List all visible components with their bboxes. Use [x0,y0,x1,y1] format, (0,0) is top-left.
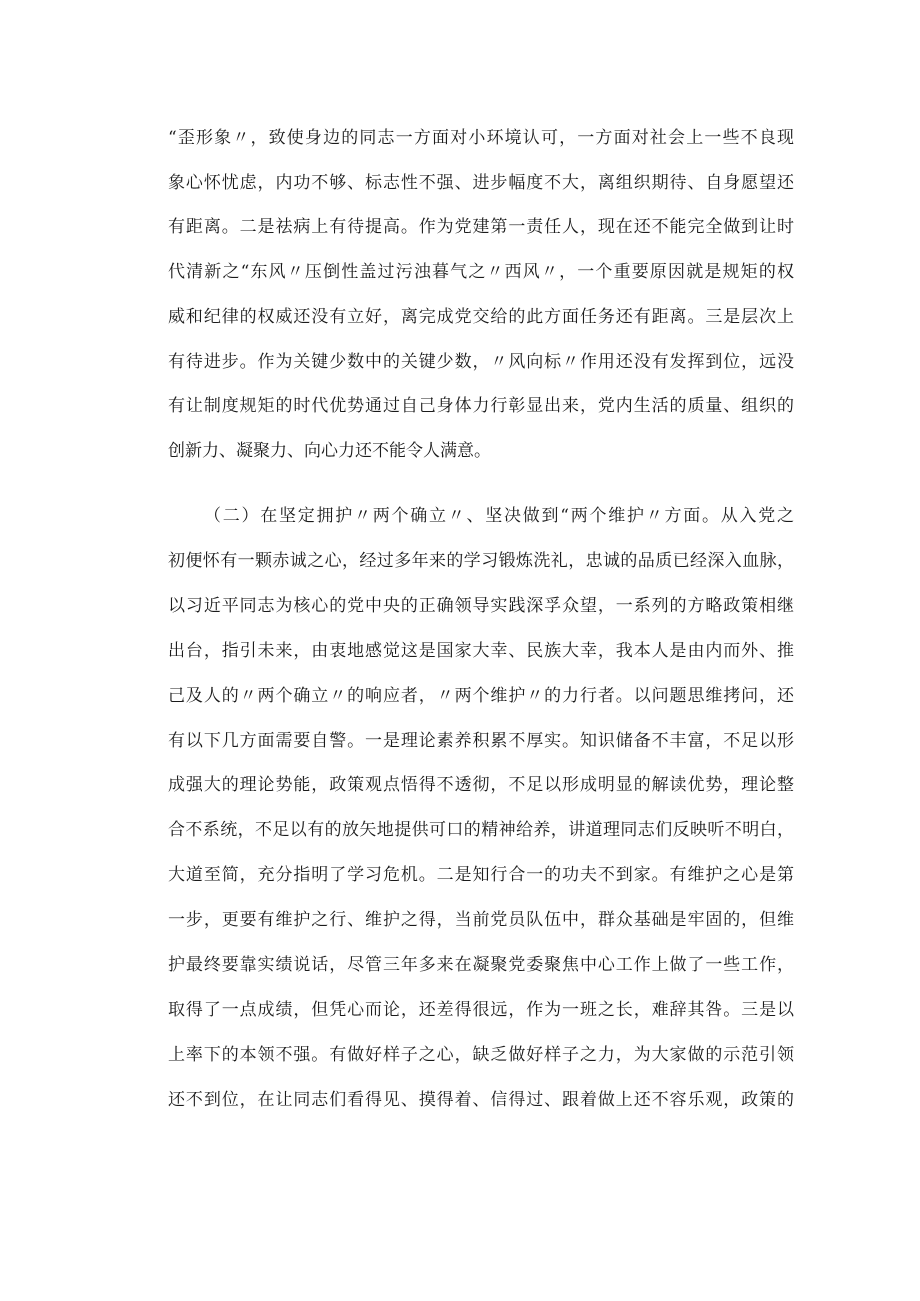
text-line: 护最终要靠实绩说话，尽管三年多来在凝聚党委聚焦中心工作上做了一些工作， [168,955,794,975]
text-line: 上率下的本领不强。有做好样子之心，缺乏做好样子之力，为大家做的示范引领 [168,1044,794,1065]
text-line: 一步，更要有维护之行、维护之得，当前党员队伍中，群众基础是牢固的，但维 [168,910,794,931]
text-line: 己及人的〃两个确立〃的响应者，〃两个维护〃的力行者。以问题思维拷问，还 [168,685,794,706]
text-line: 初便怀有一颗赤诚之心，经过多年来的学习锻炼洗礼，忠诚的品质已经深入血脉， [168,550,794,571]
text-line: 出台，指引未来，由衷地感觉这是国家大幸、民族大幸，我本人是由内而外、推 [168,640,794,661]
text-line: 以习近平同志为核心的党中央的正确领导实践深孚众望，一系列的方略政策相继 [168,595,794,616]
text-line: 成强大的理论势能，政策观点悟得不透彻，不足以形成明显的解读优势，理论整 [168,775,794,796]
text-line: 有以下几方面需要自警。一是理论素养积累不厚实。知识储备不丰富，不足以形 [168,730,794,751]
text-line: 象心怀忧虑，内功不够、标志性不强、进步幅度不大，离组织期待、自身愿望还 [168,172,794,193]
text-line: 创新力、凝聚力、向心力还不能令人满意。 [168,440,491,461]
text-line: （二）在坚定拥护〃两个确立〃、坚决做到“两个维护〃方面。从入党之 [204,506,794,526]
text-line: 代清新之“东风〃压倒性盖过污浊暮气之〃西风〃，一个重要原因就是规矩的权 [168,262,794,283]
text-line: 有距离。二是祛病上有待提高。作为党建第一责任人，现在还不能完全做到让时 [168,217,794,238]
text-line: 还不到位，在让同志们看得见、摸得着、信得过、跟着做上还不容乐观，政策的 [168,1089,794,1110]
text-line: 合不系统，不足以有的放矢地提供可口的精神给养，讲道理同志们反映听不明白， [168,820,794,841]
text-line: 有让制度规矩的时代优势通过自己身体力行彰显出来，党内生活的质量、组织的 [168,396,794,417]
text-line: 大道至简，充分指明了学习危机。二是知行合一的功夫不到家。有维护之心是第 [168,865,794,886]
text-line: 取得了一点成绩，但凭心而论，还差得很远，作为一班之长，难辞其咎。三是以 [168,999,794,1020]
text-line: 威和纪律的权威还没有立好，离完成党交给的此方面任务还有距离。三是层次上 [168,306,794,327]
text-line: 有待进步。作为关键少数中的关键少数，〃风向标〃作用还没有发挥到位，远没 [168,351,794,372]
text-line: “歪形象〃，致使身边的同志一方面对小环境认可，一方面对社会上一些不良现 [168,128,794,148]
